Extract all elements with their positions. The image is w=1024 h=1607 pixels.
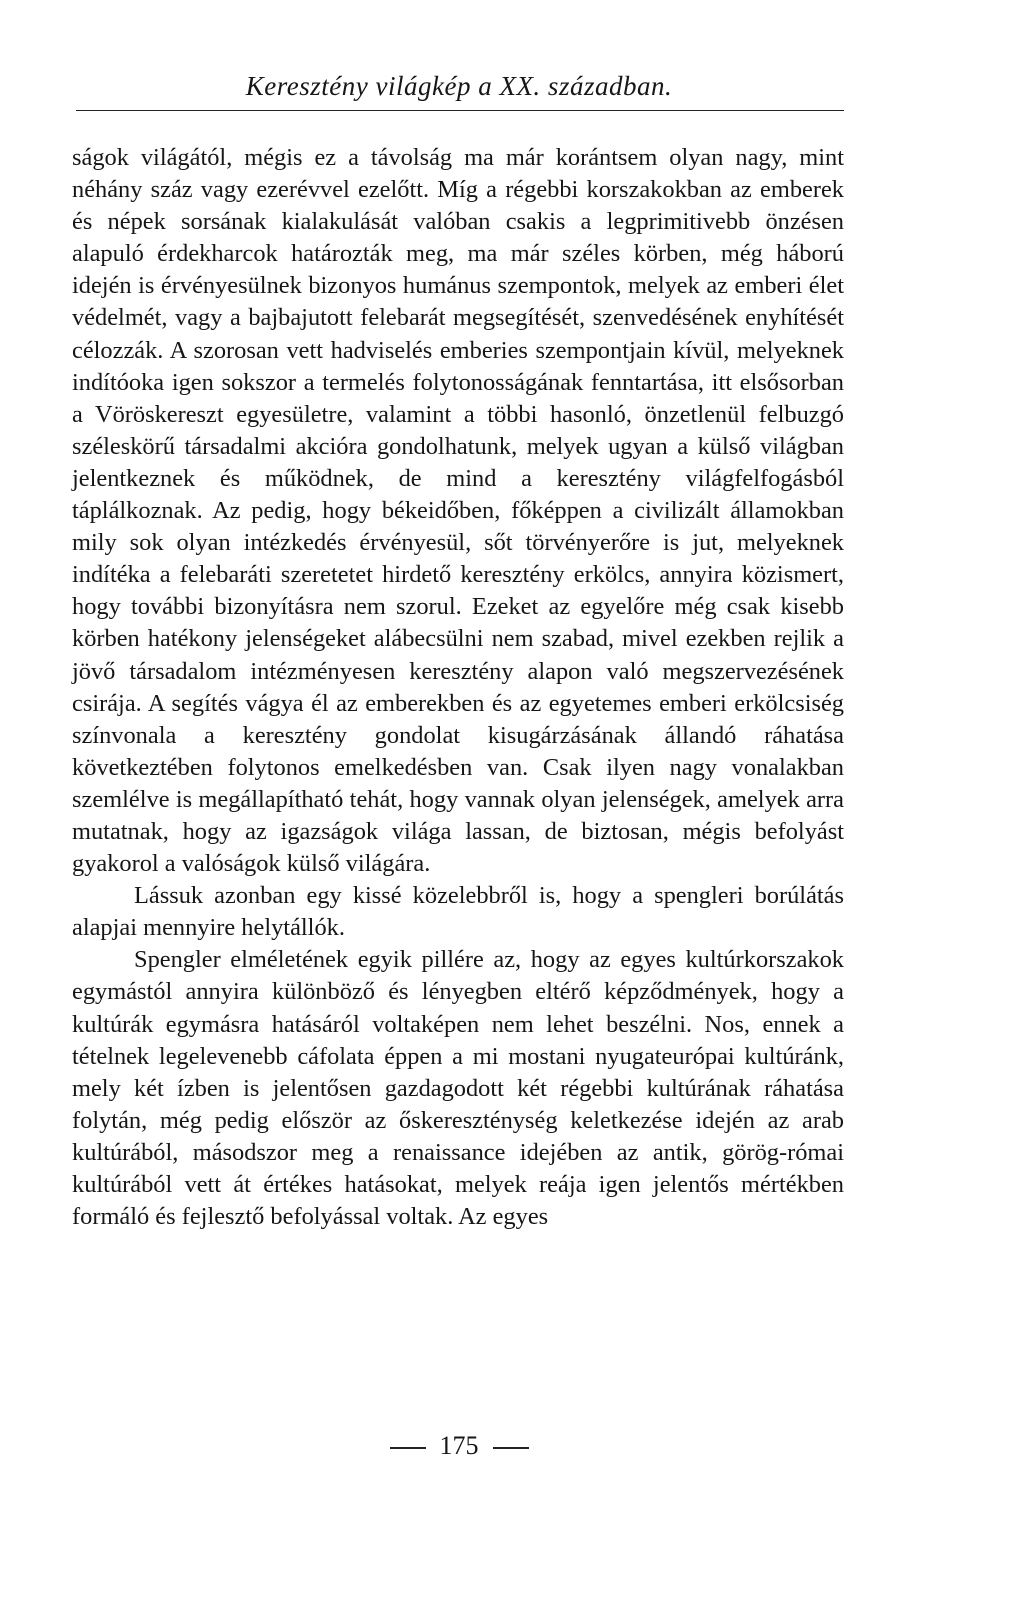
paragraph-2: Lássuk azonban egy kissé közelebbről is, hogy a spengleri borúlátás alapjai mennyire helytállók.	[72, 882, 844, 942]
header-rule	[76, 110, 844, 111]
folio-dash-right	[493, 1447, 529, 1449]
paragraph-3: Spengler elméletének egyik pillére az, hogy az egyes kultúrkorszakok egymástól annyira különböző és lényegben eltérő képződmények, hogy a kultúrák egymásra hatásáról voltaképen nem lehet beszélni. Nos, ennek a tételnek legelevenebb cáfolata éppen a mi mostani nyugateurópai kultúránk, mely két ízben is jelentősen gazdagodott két régebbi kultúrának ráhatása folytán, még pedig először az őskereszténység keletkezése idején az arab kultúrából, másodszor meg a renaissance idejében az antik, görög-római kultúrából vett át értékes hatásokat, melyek reája igen jelentős mértékben formáló és fejlesztő befolyással voltak. Az egyes	[72, 946, 844, 1231]
body-text	[72, 142, 844, 1233]
paragraph-1: ságok világától, mégis ez a távolság ma már korántsem olyan nagy, mint néhány száz vagy ezerévvel ezelőtt. Míg a régebbi korszakokban az emberek és népek sorsának kialakulását valóban csakis a legprimitivebb önzésen alapuló érdekharcok határozták meg, ma már széles körben, még háború idején is érvényesülnek bizonyos humánus szempontok, melyek az emberi élet védelmét, vagy a bajbajutott felebarát megsegítését, szenvedésének enyhítését célozzák. A szorosan vett hadviselés emberies szempontjain kívül, melyeknek indítóoka igen sokszor a termelés folytonosságának fenntartása, itt elsősorban a Vöröskereszt egyesületre, valamint a többi hasonló, önzetlenül felbuzgó széleskörű társadalmi akcióra gondolhatunk, melyek ugyan a külső világban jelentkeznek és működnek, de mind a keresztény világfelfogásból táplálkoznak. Az pedig, hogy békeidőben, főképpen a civilizált államokban mily sok olyan intézkedés érvényesül, sőt törvényerőre is jut, melyeknek indítéka a felebaráti szeretetet hirdető keresztény erkölcs, annyira közismert, hogy további bizonyításra nem szorul. Ezeket az egyelőre még csak kisebb körben hatékony jelenségeket alábecsülni nem szabad, mivel ezekben rejlik a jövő társadalom intézményesen keresztény alapon való megszervezésének csirája. A segítés vágya él az emberekben és az egyetemes emberi erkölcsiség színvonala a keresztény gondolat kisugárzásának állandó ráhatása következtében folytonos emelkedésben van. Csak ilyen nagy vonalakban szemlélve is megállapítható tehát, hogy vannak olyan jelenségek, amelyek arra mutatnak, hogy az igazságok világa lassan, de biztosan, mégis befolyást gyakorol a valóságok külső világára.	[72, 144, 844, 878]
page-number-text: 175	[439, 1431, 479, 1460]
running-head: Keresztény világkép a XX. században.	[245, 71, 673, 101]
folio-dash-left	[390, 1447, 426, 1449]
page-number	[76, 1430, 842, 1462]
